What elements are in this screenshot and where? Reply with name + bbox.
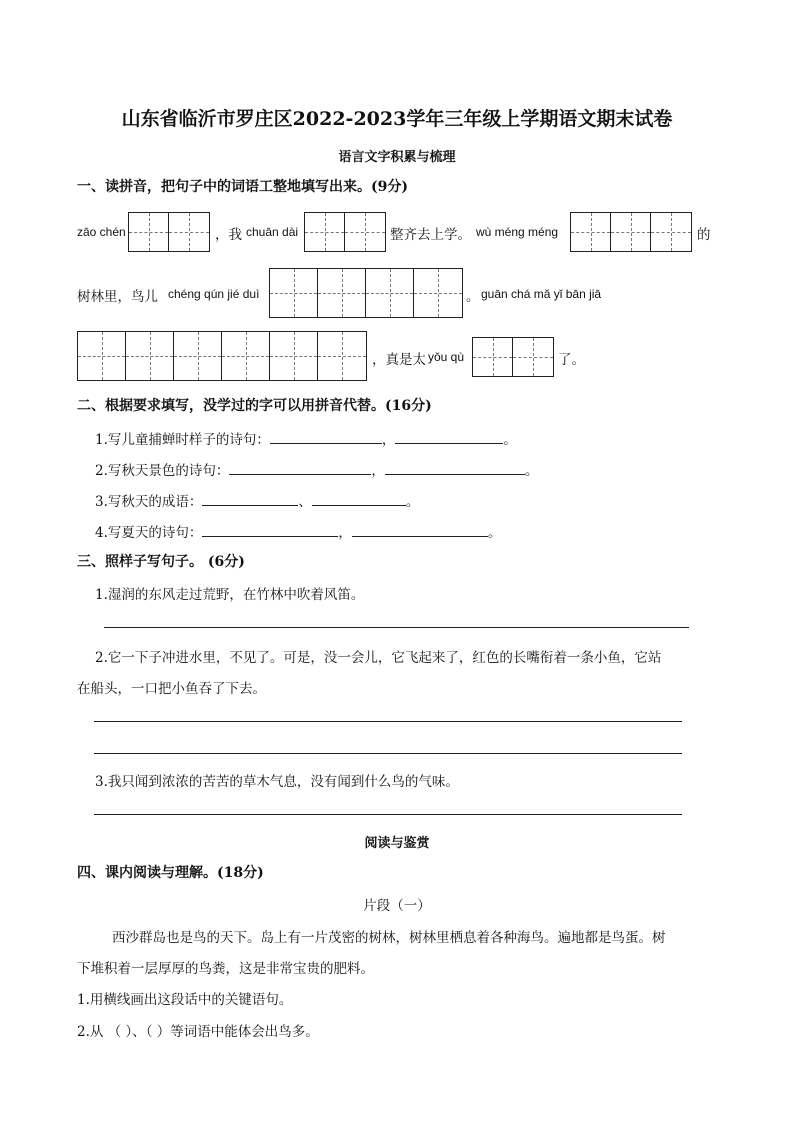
text-fragment: ，真是太 bbox=[372, 352, 426, 368]
pinyin-chengqunjiedui: chéng qún jié duì bbox=[168, 287, 260, 301]
answer-blank[interactable] bbox=[202, 491, 298, 506]
char-grid-4[interactable] bbox=[269, 268, 463, 318]
answer-line[interactable] bbox=[94, 814, 682, 815]
question-2-2 bbox=[95, 459, 538, 479]
period: 。 bbox=[487, 525, 502, 541]
answer-line[interactable] bbox=[94, 721, 682, 722]
grid-cell[interactable] bbox=[473, 338, 513, 376]
pinyin-youqu: yǒu qù bbox=[428, 350, 465, 364]
grid-cell[interactable] bbox=[305, 213, 345, 251]
answer-blank[interactable] bbox=[202, 522, 338, 537]
grid-cell[interactable] bbox=[169, 213, 209, 251]
question-label: 1.写儿童捕蝉时样子的诗句： bbox=[95, 432, 270, 448]
text-fragment: 。 bbox=[466, 289, 480, 305]
text-fragment: 整齐去上学。 bbox=[390, 227, 471, 243]
grid-cell[interactable] bbox=[611, 213, 651, 251]
text-fragment: ，我 bbox=[215, 227, 242, 243]
question-3-1: 1.湿润的东风走过荒野，在竹林中吹着风笛。 bbox=[95, 587, 365, 603]
char-grid-2[interactable] bbox=[304, 212, 386, 252]
question-2-1 bbox=[95, 428, 517, 448]
grid-cell[interactable] bbox=[270, 269, 318, 317]
question-3-3: 3.我只闻到浓浓的苦苦的草木气息，没有闻到什么鸟的气味。 bbox=[95, 774, 459, 790]
passage-line2: 下堆积着一层厚厚的鸟粪，这是非常宝贵的肥料。 bbox=[77, 961, 374, 977]
section2-heading: 二、根据要求填写，没学过的字可以用拼音代替。(16分) bbox=[77, 398, 432, 414]
question-label: 2.写秋天景色的诗句： bbox=[95, 463, 230, 479]
grid-cell[interactable] bbox=[129, 213, 169, 251]
char-grid-6[interactable] bbox=[472, 337, 554, 377]
pinyin-zaochen: zāo chén bbox=[77, 225, 126, 239]
grid-cell[interactable] bbox=[174, 332, 222, 380]
grid-cell[interactable] bbox=[222, 332, 270, 380]
grid-cell[interactable] bbox=[513, 338, 553, 376]
fragment-title: 片段（一） bbox=[363, 898, 431, 914]
period: 。 bbox=[405, 494, 420, 510]
pinyin-chuandai: chuān dài bbox=[246, 225, 299, 239]
grid-cell[interactable] bbox=[651, 213, 691, 251]
comma: ， bbox=[371, 463, 385, 479]
answer-line[interactable] bbox=[94, 753, 682, 754]
grid-cell[interactable] bbox=[78, 332, 126, 380]
question-label: 3.写秋天的成语： bbox=[95, 494, 203, 510]
passage-line1: 西沙群岛也是鸟的天下。岛上有一片茂密的树林，树林里栖息着各种海鸟。遍地都是鸟蛋。树 bbox=[112, 930, 666, 946]
question-4-1: 1.用横线画出这段话中的关键语句。 bbox=[77, 992, 293, 1008]
char-grid-3[interactable] bbox=[570, 212, 692, 252]
pinyin-guanchamayibanjia: guān chá mǎ yǐ bān jiā bbox=[481, 287, 602, 301]
text-fragment: 的 bbox=[697, 227, 711, 243]
question-4-2: 2.从 （ ）、（ ）等词语中能体会出鸟多。 bbox=[77, 1024, 319, 1040]
grid-cell[interactable] bbox=[270, 332, 318, 380]
dun-comma: 、 bbox=[298, 494, 312, 510]
grid-cell[interactable] bbox=[318, 332, 366, 380]
answer-blank[interactable] bbox=[385, 460, 525, 475]
text-fragment: 树林里，鸟儿 bbox=[77, 289, 158, 305]
grid-cell[interactable] bbox=[414, 269, 462, 317]
section-subtitle-reading: 阅读与鉴赏 bbox=[364, 836, 430, 851]
question-2-3 bbox=[95, 490, 419, 510]
answer-blank[interactable] bbox=[312, 491, 406, 506]
answer-blank[interactable] bbox=[395, 429, 503, 444]
exam-title: 山东省临沂市罗庄区2022-2023学年三年级上学期语文期末试卷 bbox=[121, 108, 673, 130]
grid-cell[interactable] bbox=[126, 332, 174, 380]
answer-blank[interactable] bbox=[352, 522, 488, 537]
answer-blank[interactable] bbox=[270, 429, 382, 444]
period: 。 bbox=[503, 432, 517, 448]
char-grid-5[interactable] bbox=[77, 331, 367, 381]
question-3-2-line1: 2.它一下子冲进水里，不见了。可是，没一会儿，它飞起来了，红色的长嘴衔着一条小鱼，它站 bbox=[95, 650, 662, 666]
grid-cell[interactable] bbox=[345, 213, 385, 251]
grid-cell[interactable] bbox=[366, 269, 414, 317]
char-grid-1[interactable] bbox=[128, 212, 210, 252]
section3-heading: 三、照样子写句子。 (6分) bbox=[77, 554, 245, 570]
text-fragment: 了。 bbox=[558, 352, 585, 368]
answer-line[interactable] bbox=[104, 627, 689, 628]
period: 。 bbox=[524, 463, 539, 479]
answer-blank[interactable] bbox=[229, 460, 371, 475]
pinyin-wumengmeng: wù méng méng bbox=[476, 225, 559, 239]
section1-heading: 一、读拼音，把句子中的词语工整地填写出来。(9分) bbox=[77, 179, 408, 195]
question-2-4 bbox=[95, 521, 501, 541]
grid-cell[interactable] bbox=[318, 269, 366, 317]
comma: ， bbox=[338, 525, 352, 541]
question-3-2-line2: 在船头，一口把小鱼吞了下去。 bbox=[77, 681, 266, 697]
question-label: 4.写夏天的诗句： bbox=[95, 525, 203, 541]
grid-cell[interactable] bbox=[571, 213, 611, 251]
section4-heading: 四、课内阅读与理解。(18分) bbox=[77, 865, 264, 881]
comma: ， bbox=[381, 432, 396, 448]
section-subtitle-language: 语言文字积累与梳理 bbox=[338, 150, 456, 165]
